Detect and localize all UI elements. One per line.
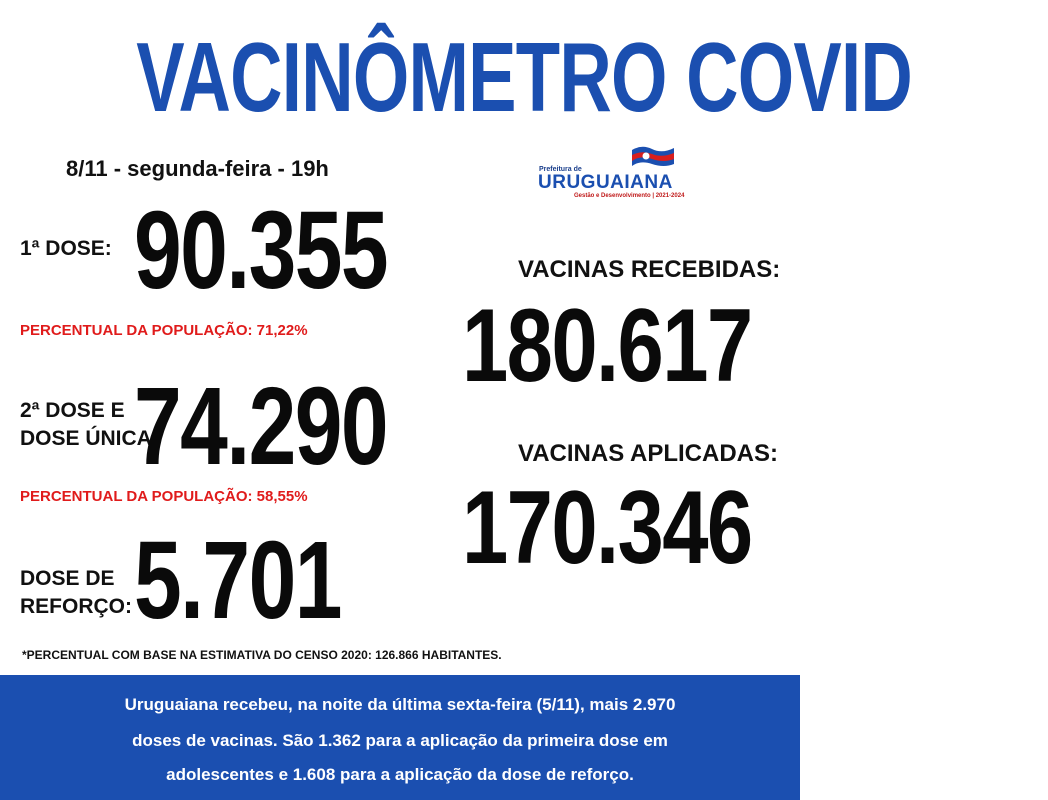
logo [536, 142, 692, 200]
dose1-value: 90.355 [134, 189, 388, 312]
dose1-label: 1ª DOSE: [20, 237, 112, 260]
dose2-value: 74.290 [134, 365, 388, 488]
received-label: VACINAS RECEBIDAS: [518, 256, 781, 283]
dose2-label-line2: DOSE ÚNICA: [20, 427, 159, 450]
footer-line-1: Uruguaiana recebeu, na noite da última sexta-feira (5/11), mais 2.970 [124, 695, 676, 714]
footer-line-3: adolescentes e 1.608 para a aplicação da dose de reforço. [166, 765, 634, 784]
applied-value: 170.346 [462, 470, 752, 586]
flag-icon [630, 144, 676, 170]
applied-label: VACINAS APLICADAS: [518, 440, 779, 467]
dose2-label-line1: 2ª DOSE E [20, 399, 125, 422]
logo-prefix: Prefeitura de [539, 166, 582, 173]
page-title: VACINÔMETRO COVID [136, 22, 913, 132]
logo-name: URUGUAIANA [538, 172, 673, 193]
dose1-percent: PERCENTUAL DA POPULAÇÃO: 71,22% [20, 322, 308, 339]
logo-subtitle: Gestão e Desenvolvimento | 2021-2024 [574, 193, 685, 199]
booster-label-line1: DOSE DE [20, 567, 115, 590]
date-label: 8/11 - segunda-feira - 19h [66, 156, 329, 181]
dose2-percent: PERCENTUAL DA POPULAÇÃO: 58,55% [20, 488, 308, 505]
booster-value: 5.701 [134, 519, 341, 642]
booster-label-line2: REFORÇO: [20, 595, 132, 618]
footer-line-2: doses de vacinas. São 1.362 para a aplicação da primeira dose em [132, 731, 668, 750]
footer-banner [0, 675, 800, 800]
received-value: 180.617 [462, 288, 752, 404]
census-note: *PERCENTUAL COM BASE NA ESTIMATIVA DO CENSO 2020: 126.866 HABITANTES. [22, 648, 502, 662]
